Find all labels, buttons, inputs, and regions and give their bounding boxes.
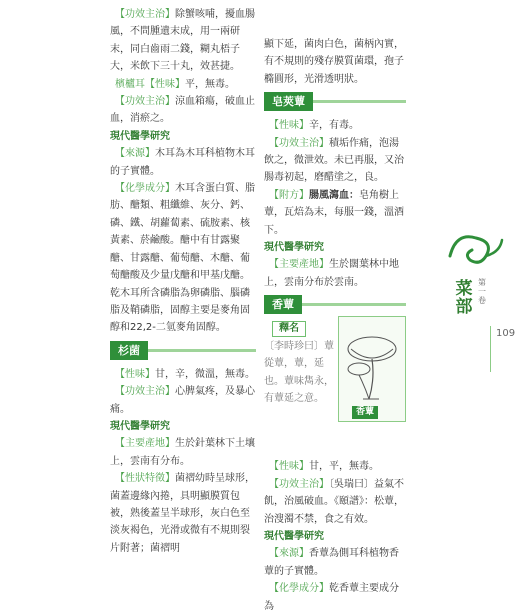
paragraph-text: 皂角樹上蕈，瓦焙為末，每服一錢，溫酒下。	[264, 189, 404, 236]
paragraph	[110, 470, 256, 557]
section-heading: 現代醫學研究	[110, 420, 170, 432]
paragraph-text: 甘，平，無毒。	[309, 461, 379, 473]
section-heading: 現代醫學研究	[264, 242, 324, 254]
paragraph	[110, 383, 256, 418]
field-label: 【附方】	[269, 189, 309, 201]
paragraph-text: 生於闊葉林中地上，雲南分布於雲南。	[264, 259, 399, 288]
field-label: 【來源】	[115, 148, 155, 160]
paragraph	[110, 93, 256, 128]
page-number: 109	[496, 328, 516, 339]
paragraph-text: 菌褶幼時呈球形，菌蓋邊緣內捲，具明顯膜質包被，熟後蓋呈半球形，灰白色至淡灰褐色，光滑或微有不規則裂片附著；菌褶明	[110, 473, 255, 554]
divider	[490, 326, 491, 372]
entry-heading-band	[264, 295, 406, 314]
field-label: 【性味】	[269, 120, 309, 132]
paragraph-text: 辛，有毒。	[309, 120, 359, 132]
paragraph-text: 涼血箱瘍，破血止血，消瘀之。	[110, 96, 255, 125]
paragraph-text: 木耳含蛋白質、脂肪、醣類、粗纖維、灰分、鈣、磷、鐵、胡蘿蔔素、硫胺素、核黃素、菸鹼酸。醣中有甘露聚醣、甘露醣、葡萄醣、木醣、葡萄醣酸及少量戊醣和甲基戊醣。乾木耳所含磷脂為卵磷脂、腦磷脂及鞘磷脂，固醇主要是麥角固醇和22,2-二氫麥角固醇。	[110, 183, 255, 334]
field-label: 【性味】	[115, 368, 155, 380]
paragraph	[264, 458, 406, 475]
paragraph	[110, 6, 256, 76]
entry-heading-band	[110, 341, 256, 360]
prescription-name: 腸風瀉血：	[309, 189, 359, 201]
explain-name-box: 釋名	[272, 321, 306, 337]
field-label: 【功效主治】	[115, 96, 175, 108]
paragraph	[264, 580, 406, 615]
paragraph	[110, 366, 256, 383]
field-label: 【化學成分】	[269, 583, 329, 595]
paragraph-text: 木耳為木耳科植物木耳的子實體。	[110, 148, 255, 177]
field-label: 【功效主治】	[269, 137, 329, 149]
paragraph	[264, 256, 406, 291]
paragraph-text: 〔李時珍曰〕蕈從蕈，蕈，延也。蕈味雋永，有蕈延之意。	[264, 340, 334, 404]
entry-heading-band	[264, 92, 406, 111]
section-heading: 現代醫學研究	[264, 530, 324, 542]
text-column-left	[110, 6, 256, 557]
field-label: 【功效主治】	[269, 478, 329, 490]
paragraph	[110, 145, 256, 180]
volume-label: 第一卷	[478, 278, 486, 305]
paragraph-text: 平，無毒。	[185, 78, 235, 90]
paragraph	[264, 36, 406, 88]
paragraph	[110, 180, 256, 337]
paragraph-text: 除蟹咳哺，擾血腸風，不問腫遺末成，用一兩研末，同白齒雨二錢，糊丸梧子大，米飲下三十丸，效甚捷。	[110, 9, 255, 73]
entry-title: 皂莢蕈	[264, 92, 313, 111]
paragraph	[264, 476, 406, 528]
paragraph-text: 香蕈為側耳科植物香蕈的子實體。	[264, 548, 399, 577]
paragraph-text: 生於針葉林下土壤上，雲南有分布。	[110, 438, 255, 467]
field-label: 【主要產地】	[115, 438, 175, 450]
entry-title: 香蕈	[264, 295, 302, 314]
chapter-title: 菜部	[455, 279, 473, 317]
field-label: 【功效主治】	[115, 9, 175, 20]
field-label: 【性狀特徵】	[115, 473, 175, 485]
paragraph-text: 心脾氣疼，及暴心痛。	[110, 386, 255, 415]
paragraph-text: 〔吳瑞曰〕益氣不飢，治風破血。《頤譜》：松蕈，治溲濁不禁，食之有效。	[264, 478, 404, 525]
field-label: 【來源】	[269, 548, 309, 560]
text-column-right	[264, 36, 406, 615]
paragraph-text: 乾香蕈主要成分為	[264, 583, 399, 612]
paragraph-text: 積垢作痛，泡湯飲之，微泄效。未已再服，又治腸毒初起，磨醋塗之，良。	[264, 137, 404, 184]
illustration-card	[264, 320, 406, 458]
paragraph	[264, 187, 406, 239]
cloud-swirl-icon	[446, 222, 506, 274]
field-label: 【化學成分】	[115, 183, 175, 195]
paragraph-text: 顯下延，菌肉白色，菌柄內實，有不規則的殘存膜質菌環，孢子橢圓形，光滑透明狀。	[264, 39, 404, 85]
illustration-caption: 香蕈	[352, 406, 378, 419]
section-heading: 現代醫學研究	[110, 130, 170, 142]
chapter-side-tab	[428, 222, 520, 372]
card-text	[264, 320, 336, 407]
paragraph	[110, 435, 256, 470]
paragraph	[264, 545, 406, 580]
paragraph	[110, 76, 256, 93]
paragraph	[264, 117, 406, 134]
entry-title: 杉菌	[110, 341, 148, 360]
paragraph-text: 甘，辛，微溫，無毒。	[155, 368, 255, 380]
paragraph	[264, 135, 406, 187]
field-label: 檳櫨耳【性味】	[115, 78, 185, 90]
field-label: 【性味】	[269, 461, 309, 473]
field-label: 【功效主治】	[115, 386, 175, 398]
field-label: 【主要產地】	[269, 259, 329, 271]
